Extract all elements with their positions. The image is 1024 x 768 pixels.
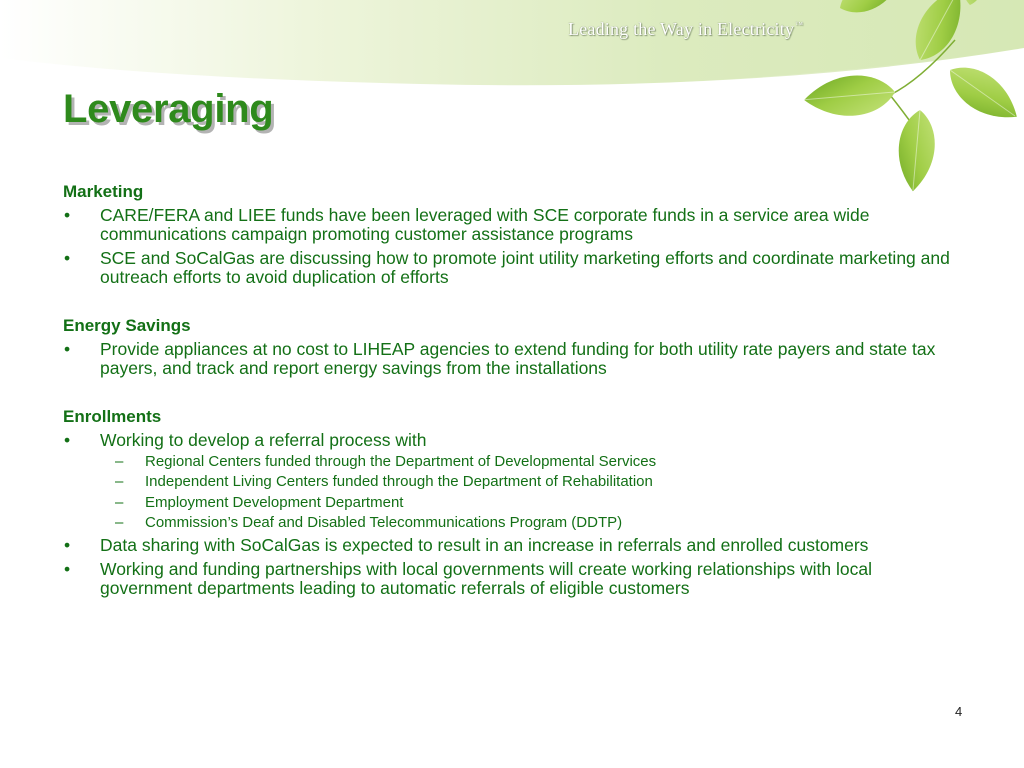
leaf-shape [960, 0, 989, 7]
bullet-text: CARE/FERA and LIEE funds have been leveraged with SCE corporate funds in a service area wide communications campaign promoting customer assistance programs [100, 205, 870, 244]
bullet-marker: • [64, 339, 71, 359]
leaf-shape [834, 0, 907, 21]
leaves-decoration [770, 0, 1024, 200]
bullet-text: Provide appliances at no cost to LIHEAP agencies to extend funding for both utility rate payers and state tax payers, and track and report energy savings from the installations [100, 339, 936, 378]
section-heading: Enrollments [63, 407, 162, 426]
bullet-text: Working to develop a referral process with [100, 430, 427, 450]
bullet-text: Data sharing with SoCalGas is expected to result in an increase in referrals and enrolled customers [100, 535, 869, 556]
page-number: 4 [955, 704, 963, 719]
bullet-item [63, 340, 963, 378]
section-marketing [63, 182, 963, 287]
sub-bullet-text: Employment Development Department [145, 493, 404, 511]
slide-title: Leveraging [63, 87, 274, 131]
bullet-item [63, 206, 963, 244]
section-energy-savings [63, 316, 963, 378]
bullet-marker: • [64, 430, 71, 450]
bullet-item [63, 536, 963, 555]
bullet-marker: • [64, 559, 71, 580]
sub-bullet-marker: – [115, 513, 124, 531]
sub-bullet-text: Commission’s Deaf and Disabled Telecommunications Program (DDTP) [145, 513, 623, 531]
bullet-marker: • [64, 205, 71, 225]
sub-bullet-marker: – [115, 453, 124, 470]
leaf-shape [940, 55, 1024, 131]
bullet-text: SCE and SoCalGas are discussing how to promote joint utility marketing efforts and coordinate marketing and outreach efforts to avoid duplication of efforts [100, 248, 950, 287]
section-heading: Marketing [63, 182, 144, 201]
sub-bullet-item [115, 493, 963, 513]
bullet-marker: • [64, 248, 71, 268]
sub-bullet-marker: – [115, 493, 124, 511]
sub-bullet-item [115, 513, 963, 533]
section-enrollments [63, 407, 963, 598]
slide-body [63, 182, 963, 598]
sub-bullet-item [115, 472, 963, 492]
section-heading: Energy Savings [63, 316, 191, 335]
sub-bullet-text: Independent Living Centers funded through the Department of Rehabilitation [145, 473, 653, 491]
bullet-item [63, 560, 963, 598]
bullet-marker: • [64, 535, 71, 556]
sub-bullet-item [115, 452, 963, 472]
bullet-item [63, 249, 963, 287]
bullet-text: Working and funding partnerships with local governments will create working relationships with local government departments leading to automatic referrals of eligible customers [100, 559, 872, 599]
tagline-text: Leading the Way in Electricity [568, 19, 795, 39]
sub-bullet-text: Regional Centers funded through the Department of Developmental Services [145, 453, 657, 470]
sub-bullet-list [63, 452, 963, 533]
trademark-mark: ™ [795, 20, 804, 29]
company-tagline [568, 19, 803, 40]
bullet-item [63, 431, 963, 450]
sub-bullet-marker: – [115, 473, 124, 491]
